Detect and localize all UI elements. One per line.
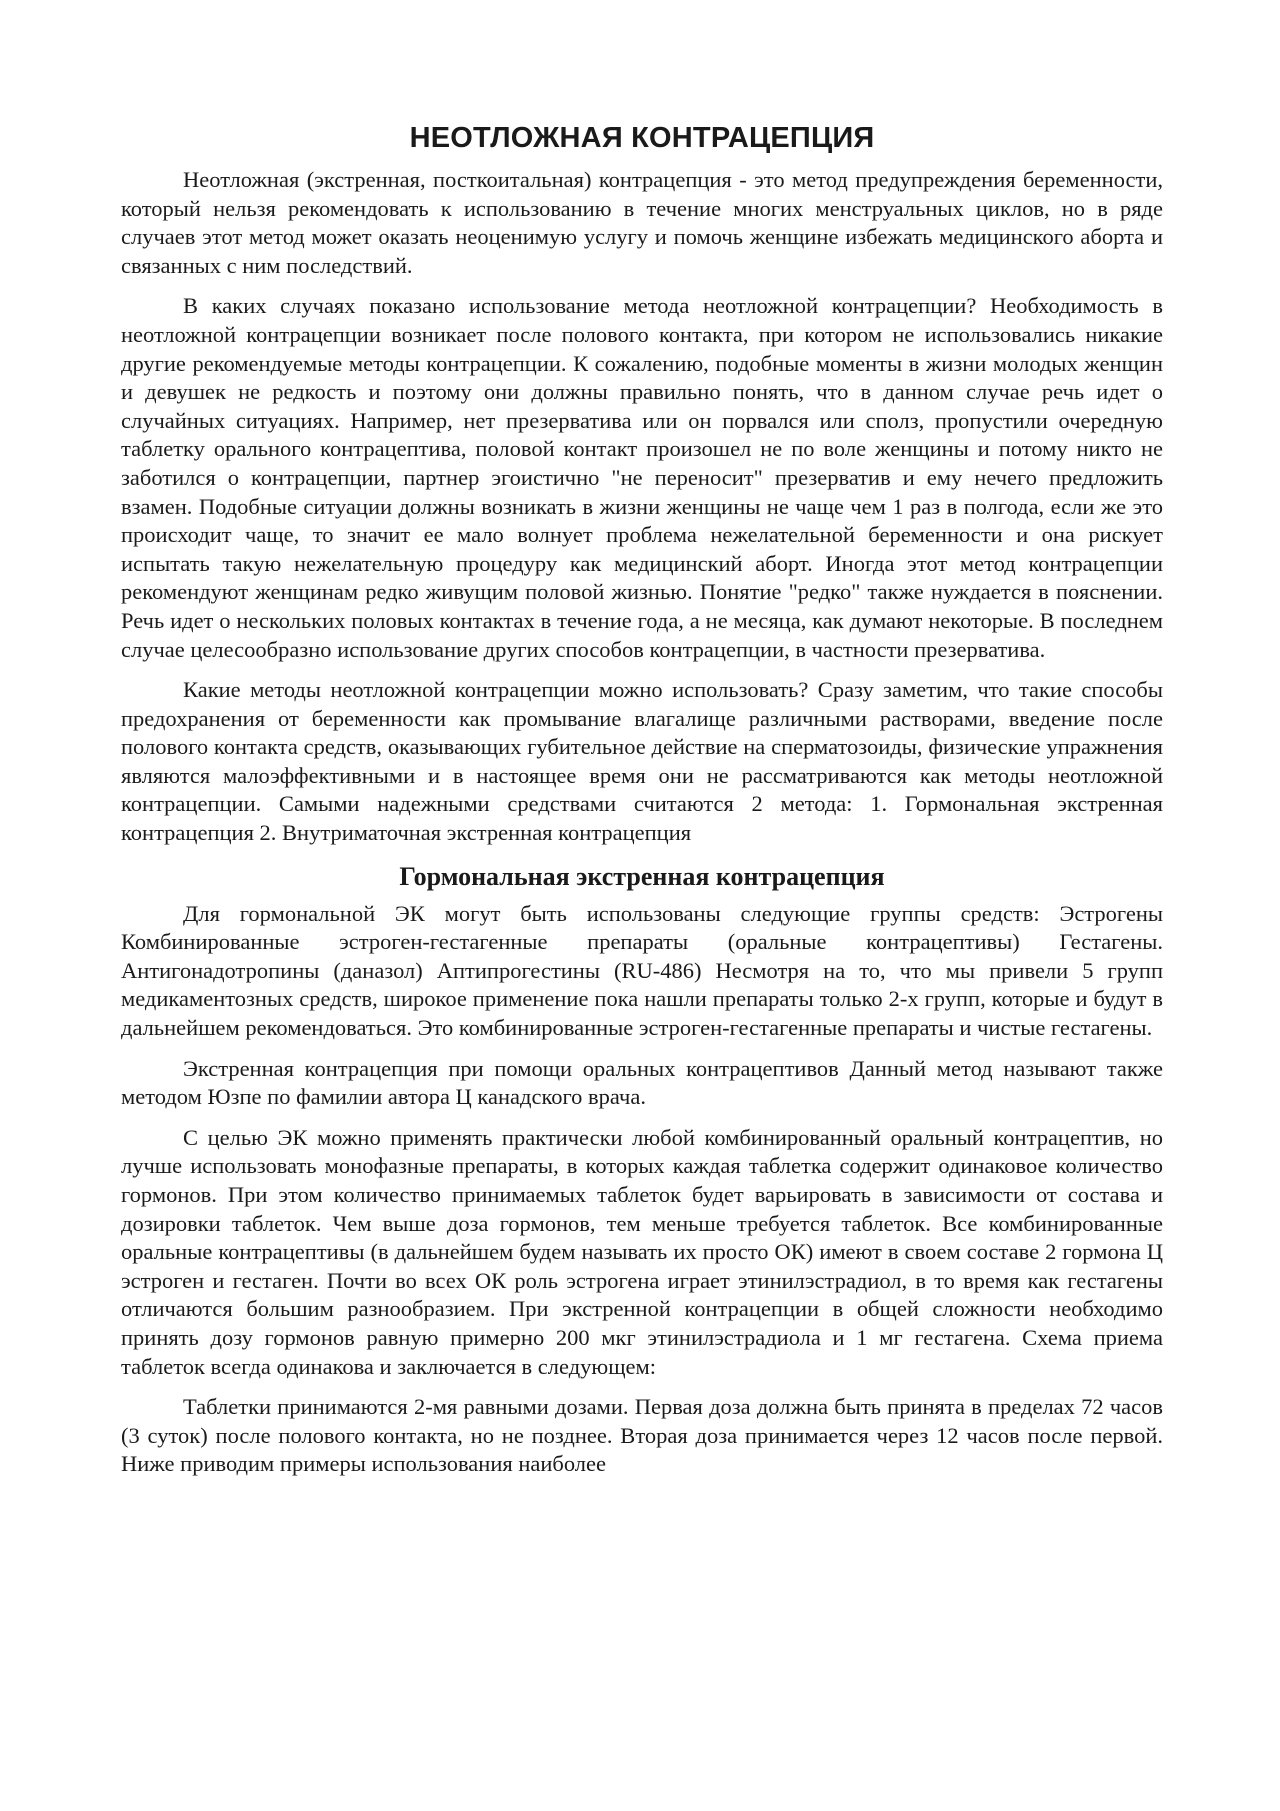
intro-paragraph-1: Неотложная (экстренная, посткоитальная) контрацепция - это метод предупреждения беременности, который нельзя рекомендовать к использованию в течение многих менструальных циклов, но в ряде случаев этот метод может оказать неоценимую услугу и помочь женщине избежать медицинского аборта и связанных с ним последствий. (121, 167, 1163, 278)
section-paragraph-3: С целью ЭК можно применять практически любой комбинированный оральный контрацептив, но лучше использовать монофазные препараты, в которых каждая таблетка содержит одинаковое количество гормонов. При этом количество принимаемых таблеток будет варьировать в зависимости от состава и дозировки таблеток. Чем выше доза гормонов, тем меньше требуется таблеток. Все комбинированные оральные контрацептивы (в дальнейшем будем называть их просто ОК) имеют в своем составе 2 гормона Ц эстроген и гестаген. Почти во всех ОК роль эстрогена играет этинилэстрадиол, в то время как гестагены отличаются большим разнообразием. При экстренной контрацепции в общей сложности необходимо принять дозу гормонов равную примерно 200 мкг этинилэстрадиола и 1 мг гестагена. Схема приема таблеток всегда одинакова и заключается в следующем: (121, 1124, 1163, 1379)
document-title: НЕОТЛОЖНАЯ КОНТРАЦЕПЦИЯ (409, 122, 875, 154)
intro-paragraph-3: Какие методы неотложной контрацепции можно использовать? Сразу заметим, что такие способы предохранения от беременности как промывание влагалище различными растворами, введение после полового контакта средств, оказывающих губительное действие на сперматозоиды, физические упражнения являются малоэффективными и в настоящее время они не рассматриваются как методы неотложной контрацепции. Самыми надежными средствами считаются 2 метода: 1. Гормональная экстренная контрацепция 2. Внутриматочная экстренная контрацепция (121, 677, 1163, 846)
section-paragraph-2: Экстренная контрацепция при помощи оральных контрацептивов Данный метод называют также методом Юзпе по фамилии автора Ц канадского врача. (121, 1055, 1163, 1110)
section-paragraph-1: Для гормональной ЭК могут быть использованы следующие группы средств: Эстрогены Комбинированные эстроген-гестагенные препараты (оральные контрацептивы) Гестагены. Антигонадотропины (даназол) Аптипрогестины (RU-486) Несмотря на то, что мы привели 5 групп медикаментозных средств, широкое применение пока нашли препараты только 2-х групп, которые и будут в дальнейшем рекомендоваться. Это комбинированные эстроген-гестагенные препараты и чистые гестагены. (121, 900, 1163, 1041)
section-heading: Гормональная экстренная контрацепция (399, 861, 885, 891)
section-paragraph-4: Таблетки принимаются 2-мя равными дозами. Первая доза должна быть принята в пределах 72 часов (3 суток) после полового контакта, но не позднее. Вторая доза принимается через 12 часов после первой. Ниже приводим примеры использования наиболее (121, 1394, 1163, 1477)
document-page (121, 118, 1163, 1491)
intro-paragraph-2: В каких случаях показано использование метода неотложной контрацепции? Необходимость в неотложной контрацепции возникает после полового контакта, при котором не использовались никакие другие рекомендуемые методы контрацепции. К сожалению, подобные моменты в жизни молодых женщин и девушек не редкость и поэтому они должны правильно понять, что в данном случае речь идет о случайных ситуациях. Например, нет презерватива или он порвался или сполз, пропустили очередную таблетку орального контрацептива, половой контакт произошел не по воле женщины и потому никто не заботился о контрацепции, партнер эгоистично "не переносит" презерватив и ему нечего предложить взамен. Подобные ситуации должны возникать в жизни женщины не чаще чем 1 раз в полгода, если же это происходит чаще, то значит ее мало волнует проблема нежелательной беременности и она рискует испытать такую нежелательную процедуру как медицинский аборт. Иногда этот метод контрацепции рекомендуют женщинам редко живущим половой жизнью. Понятие "редко" также нуждается в пояснении. Речь идет о нескольких половых контактах в течение года, а не месяца, как думают некоторые. В последнем случае целесообразно использование других способов контрацепции, в частности презерватива. (121, 293, 1163, 662)
